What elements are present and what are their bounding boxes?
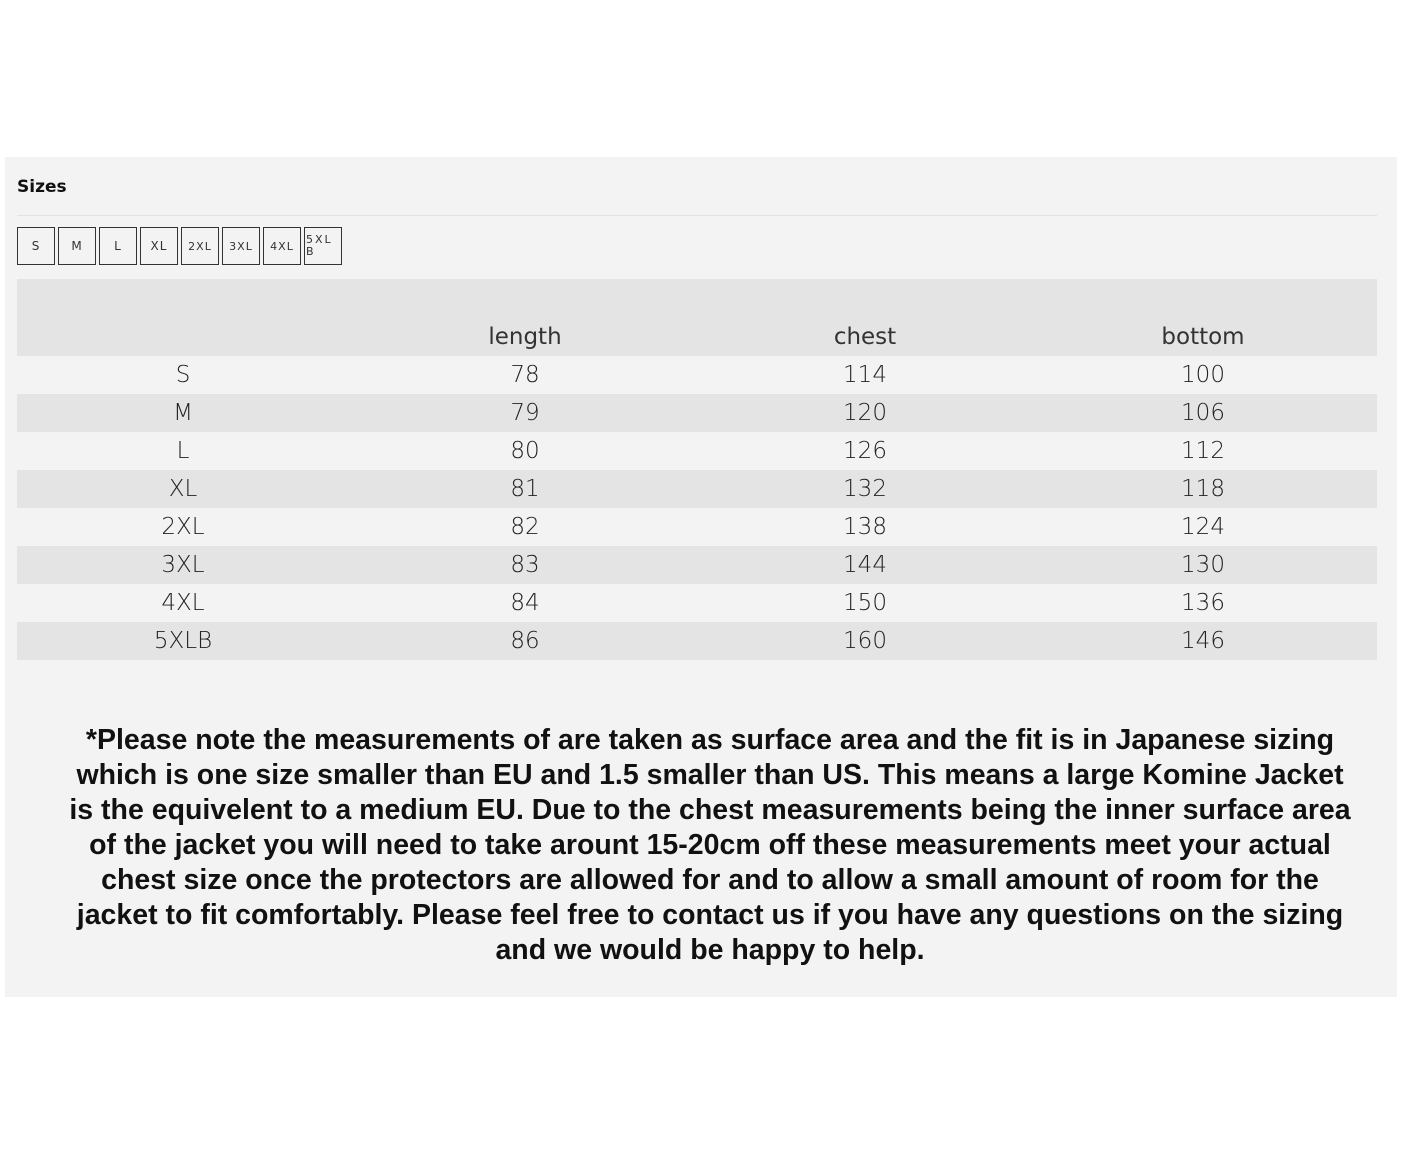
table-row — [17, 508, 1377, 546]
cell-length: 79 — [510, 400, 540, 426]
cell-length: 80 — [510, 438, 540, 464]
cell-chest: 114 — [843, 362, 887, 388]
table-row — [17, 546, 1377, 584]
cell-size: XL — [168, 476, 198, 502]
size-button-s[interactable]: S — [17, 227, 55, 265]
cell-length: 84 — [510, 590, 540, 616]
table-row — [17, 394, 1377, 432]
size-chart-table — [17, 279, 1377, 660]
sizes-heading: Sizes — [17, 177, 67, 197]
note-line: which is one size smaller than EU and 1.5 smaller than US. This means a large Komine Jacket — [76, 759, 1344, 791]
cell-size: M — [173, 400, 193, 426]
cell-length: 83 — [510, 552, 540, 578]
table-header-row — [17, 279, 1377, 356]
cell-size: 2XL — [161, 514, 205, 540]
table-row — [17, 584, 1377, 622]
size-button-2xl[interactable]: 2XL — [181, 227, 219, 265]
size-button-m[interactable]: M — [58, 227, 96, 265]
note-line: *Please note the measurements of are taken as surface area and the fit is in Japanese sizing — [85, 724, 1335, 756]
cell-size: 3XL — [161, 552, 205, 578]
size-button-4xl[interactable]: 4XL — [263, 227, 301, 265]
cell-bottom: 100 — [1181, 362, 1225, 388]
note-line: of the jacket you will need to take arount 15-20cm off these measurements meet your actual — [89, 829, 1331, 861]
table-row — [17, 432, 1377, 470]
note-line: and we would be happy to help. — [495, 934, 925, 966]
cell-chest: 132 — [843, 476, 887, 502]
table-row — [17, 356, 1377, 394]
cell-chest: 160 — [843, 628, 887, 654]
cell-length: 81 — [510, 476, 540, 502]
divider — [17, 215, 1377, 216]
size-button-3xl[interactable]: 3XL — [222, 227, 260, 265]
cell-size: L — [176, 438, 190, 464]
header-chest: chest — [833, 324, 897, 350]
cell-length: 78 — [510, 362, 540, 388]
size-selector — [17, 227, 342, 265]
size-button-xl[interactable]: XL — [140, 227, 178, 265]
note-line: is the equivelent to a medium EU. Due to the chest measurements being the inner surface area — [69, 794, 1351, 826]
cell-chest: 138 — [843, 514, 887, 540]
sizing-note — [25, 723, 1395, 968]
header-bottom: bottom — [1161, 324, 1245, 350]
cell-size: S — [175, 362, 191, 388]
cell-chest: 126 — [843, 438, 887, 464]
cell-chest: 150 — [843, 590, 887, 616]
size-button-l[interactable]: L — [99, 227, 137, 265]
table-row — [17, 470, 1377, 508]
cell-bottom: 118 — [1181, 476, 1225, 502]
note-line: jacket to fit comfortably. Please feel free to contact us if you have any questions on the sizing — [76, 899, 1344, 931]
cell-bottom: 124 — [1181, 514, 1225, 540]
header-size — [17, 279, 349, 356]
cell-chest: 120 — [843, 400, 887, 426]
cell-length: 82 — [510, 514, 540, 540]
cell-bottom: 106 — [1181, 400, 1225, 426]
table-row — [17, 622, 1377, 660]
cell-size: 5XLB — [153, 628, 213, 654]
note-line: chest size once the protectors are allowed for and to allow a small amount of room for the — [101, 864, 1319, 896]
cell-chest: 144 — [843, 552, 887, 578]
cell-bottom: 136 — [1181, 590, 1225, 616]
cell-length: 86 — [510, 628, 540, 654]
size-button-5xlb[interactable]: 5XLB — [304, 227, 342, 265]
cell-bottom: 146 — [1181, 628, 1225, 654]
cell-size: 4XL — [161, 590, 205, 616]
cell-bottom: 130 — [1181, 552, 1225, 578]
cell-bottom: 112 — [1181, 438, 1225, 464]
size-guide-panel — [5, 157, 1397, 997]
header-length: length — [488, 324, 562, 350]
